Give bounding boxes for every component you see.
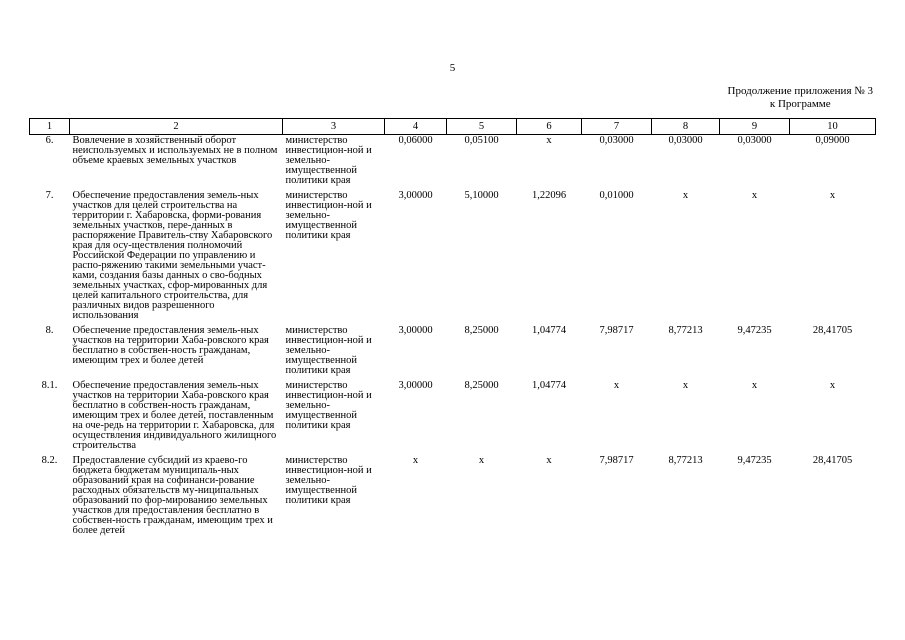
- value-cell: 0,09000: [815, 135, 850, 146]
- row-number: 7.: [45, 190, 54, 201]
- value-cell: 8,77213: [668, 325, 703, 336]
- program-activities-table: [29, 118, 876, 540]
- value-cell: 9,47235: [737, 455, 772, 466]
- responsible-executor: министерство инвестицион-ной и земельно-имущественной политики края: [285, 325, 372, 376]
- responsible-executor: министерство инвестицион-ной и земельно-имущественной политики края: [285, 135, 372, 186]
- value-cell: 5,10000: [464, 190, 499, 201]
- value-cell: 1,04774: [531, 325, 567, 336]
- responsible-executor: министерство инвестицион-ной и земельно-имущественной политики края: [285, 190, 372, 241]
- value-cell: 8,25000: [464, 325, 499, 336]
- value-cell: 0,01000: [599, 190, 634, 201]
- table-row: [30, 190, 876, 325]
- value-cell: 7,98717: [599, 455, 634, 466]
- value-cell: х: [829, 380, 836, 391]
- value-cell: х: [751, 380, 758, 391]
- column-number: 7: [582, 119, 652, 135]
- row-number: 6.: [45, 135, 54, 146]
- column-number: 10: [790, 119, 876, 135]
- page-number: 5: [449, 62, 456, 74]
- row-number: 8.: [45, 325, 54, 336]
- column-number: 5: [447, 119, 517, 135]
- column-number: 9: [720, 119, 790, 135]
- value-cell: 1,22096: [531, 190, 567, 201]
- activity-description: Обеспечение предоставления земель-ных участков на территории Хаба-ровского края бесплатно в собствен-ность гражданам, имеющим трех и более детей: [72, 325, 269, 366]
- value-cell: х: [682, 190, 689, 201]
- value-cell: 28,41705: [812, 325, 853, 336]
- table-row: [30, 135, 876, 191]
- value-cell: 3,00000: [398, 325, 433, 336]
- value-cell: 1,04774: [531, 380, 567, 391]
- value-cell: 3,00000: [398, 380, 433, 391]
- value-cell: 0,03000: [737, 135, 772, 146]
- value-cell: 8,77213: [668, 455, 703, 466]
- activity-description: Обеспечение предоставления земель-ных участков для целей строительства на территории г. Хабаровска, форми-рования земельных участков, пере-данных в распоряжение Правитель-ству Хабаровского края для осу-ществления полномочий Российской Федерации по управлению и распо-ряжению такими земельными участ-ками, создания базы данных о сво-бодных земельных участках, сфор-мированных для целей капитального строительства, для различных видов разрешенного использования: [72, 190, 273, 321]
- value-cell: 7,98717: [599, 325, 634, 336]
- column-number-row: [30, 119, 876, 135]
- continuation-line-1: Продолжение приложения № 3: [727, 85, 873, 97]
- value-cell: х: [412, 455, 419, 466]
- table-row: [30, 380, 876, 455]
- column-number: 8: [652, 119, 720, 135]
- activity-description: Обеспечение предоставления земель-ных участков на территории Хаба-ровского края бесплатно в собствен-ность гражданам, имеющим трех и более детей, поставленным на оче-редь на территории г. Хабаровска, для осуществления индивидуального жилищного строительства: [72, 380, 277, 451]
- column-number: 2: [70, 119, 283, 135]
- appendix-continuation-caption: [728, 85, 873, 111]
- column-number: 6: [517, 119, 582, 135]
- value-cell: 8,25000: [464, 380, 499, 391]
- table-row: [30, 455, 876, 540]
- value-cell: х: [478, 455, 485, 466]
- continuation-line-2: к Программе: [769, 98, 831, 110]
- value-cell: 3,00000: [398, 190, 433, 201]
- value-cell: 0,03000: [668, 135, 703, 146]
- row-number: 8.1.: [41, 380, 58, 391]
- table-row: [30, 325, 876, 380]
- column-number: 1: [30, 119, 70, 135]
- value-cell: х: [751, 190, 758, 201]
- column-number: 3: [283, 119, 385, 135]
- value-cell: х: [546, 455, 552, 466]
- value-cell: х: [613, 380, 620, 391]
- value-cell: 28,41705: [812, 455, 853, 466]
- value-cell: 0,06000: [398, 135, 433, 146]
- responsible-executor: министерство инвестицион-ной и земельно-имущественной политики края: [285, 455, 372, 506]
- column-number: 4: [385, 119, 447, 135]
- value-cell: х: [682, 380, 689, 391]
- responsible-executor: министерство инвестицион-ной и земельно-имущественной политики края: [285, 380, 372, 431]
- value-cell: х: [546, 135, 552, 146]
- row-number: 8.2.: [41, 455, 58, 466]
- activity-description: Вовлечение в хозяйственный оборот неиспользуемых и используемых не в полном объеме краевых земельных участков: [72, 135, 278, 166]
- value-cell: 0,05100: [464, 135, 499, 146]
- value-cell: 0,03000: [599, 135, 634, 146]
- value-cell: х: [829, 190, 836, 201]
- activity-description: Предоставление субсидий из краево-го бюджета бюджетам муниципаль-ных образований края на софинанси-рование расходных обязательств му-ниципальных образований по фор-мированию земельных участков для предоставления бесплатно в собствен-ность гражданам, имеющим трех и более детей: [72, 455, 273, 536]
- value-cell: 9,47235: [737, 325, 772, 336]
